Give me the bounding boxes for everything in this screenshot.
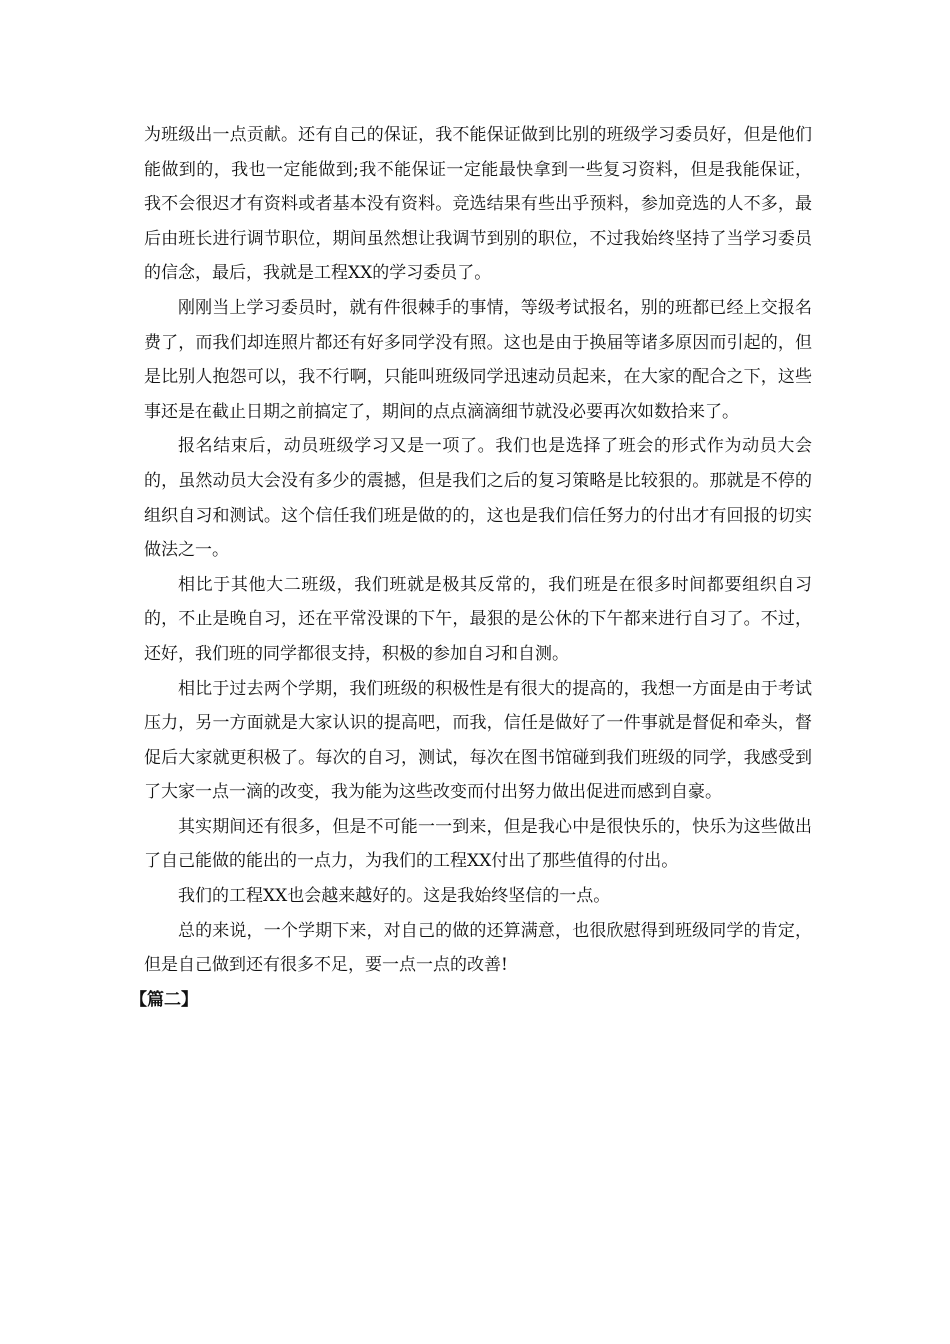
document-page: [130, 118, 812, 1017]
paragraph-4: 相比于其他大二班级，我们班就是极其反常的，我们班是在很多时间都要组织自习的，不止是晚自习，还在平常没课的下午，最狠的是公休的下午都来进行自习了。不过，还好，我们班的同学都很支持，积极的参加自习和自测。: [144, 574, 812, 664]
paragraph-5: 相比于过去两个学期，我们班级的积极性是有很大的提高的，我想一方面是由于考试压力，另一方面就是大家认识的提高吧，而我，信任是做好了一件事就是督促和牵头，督促后大家就更积极了。每次的自习，测试，每次在图书馆碰到我们班级的同学，我感受到了大家一点一滴的改变，我为能为这些改变而付出努力做出促进而感到自豪。: [144, 678, 812, 803]
paragraph-3: 报名结束后，动员班级学习又是一项了。我们也是选择了班会的形式作为动员大会的，虽然动员大会没有多少的震撼，但是我们之后的复习策略是比较狠的。那就是不停的组织自习和测试。这个信任我们班是做的的，这也是我们信任努力的付出才有回报的切实做法之一。: [144, 436, 812, 561]
paragraph-7: 我们的工程XX也会越来越好的。这是我始终坚信的一点。: [178, 886, 611, 907]
paragraph-2: 刚刚当上学习委员时，就有件很棘手的事情，等级考试报名，别的班都已经上交报名费了，而我们却连照片都还有好多同学没有照。这也是由于换届等诸多原因而引起的，但是比别人抱怨可以，我不行啊，只能叫班级同学迅速动员起来，在大家的配合之下，这些事还是在截止日期之前搞定了，期间的点点滴滴细节就没必要再次如数拾来了。: [144, 297, 812, 422]
paragraph-1: 为班级出一点贡献。还有自己的保证，我不能保证做到比别的班级学习委员好，但是他们能做到的，我也一定能做到;我不能保证一定能最快拿到一些复习资料，但是我能保证，我不会很迟才有资料或者基本没有资料。竞选结果有些出乎预料，参加竞选的人不多，最后由班长进行调节职位，期间虽然想让我调节到别的职位，不过我始终坚持了当学习委员的信念，最后，我就是工程XX的学习委员了。: [144, 125, 812, 284]
paragraph-8: 总的来说，一个学期下来，对自己的做的还算满意，也很欣慰得到班级同学的肯定，但是自己做到还有很多不足，要一点一点的改善!: [144, 920, 812, 976]
paragraph-6: 其实期间还有很多，但是不可能一一到来，但是我心中是很快乐的，快乐为这些做出了自己能做的能出的一点力，为我们的工程XX付出了那些值得的付出。: [144, 816, 812, 872]
section-heading: 【篇二】: [130, 989, 198, 1010]
